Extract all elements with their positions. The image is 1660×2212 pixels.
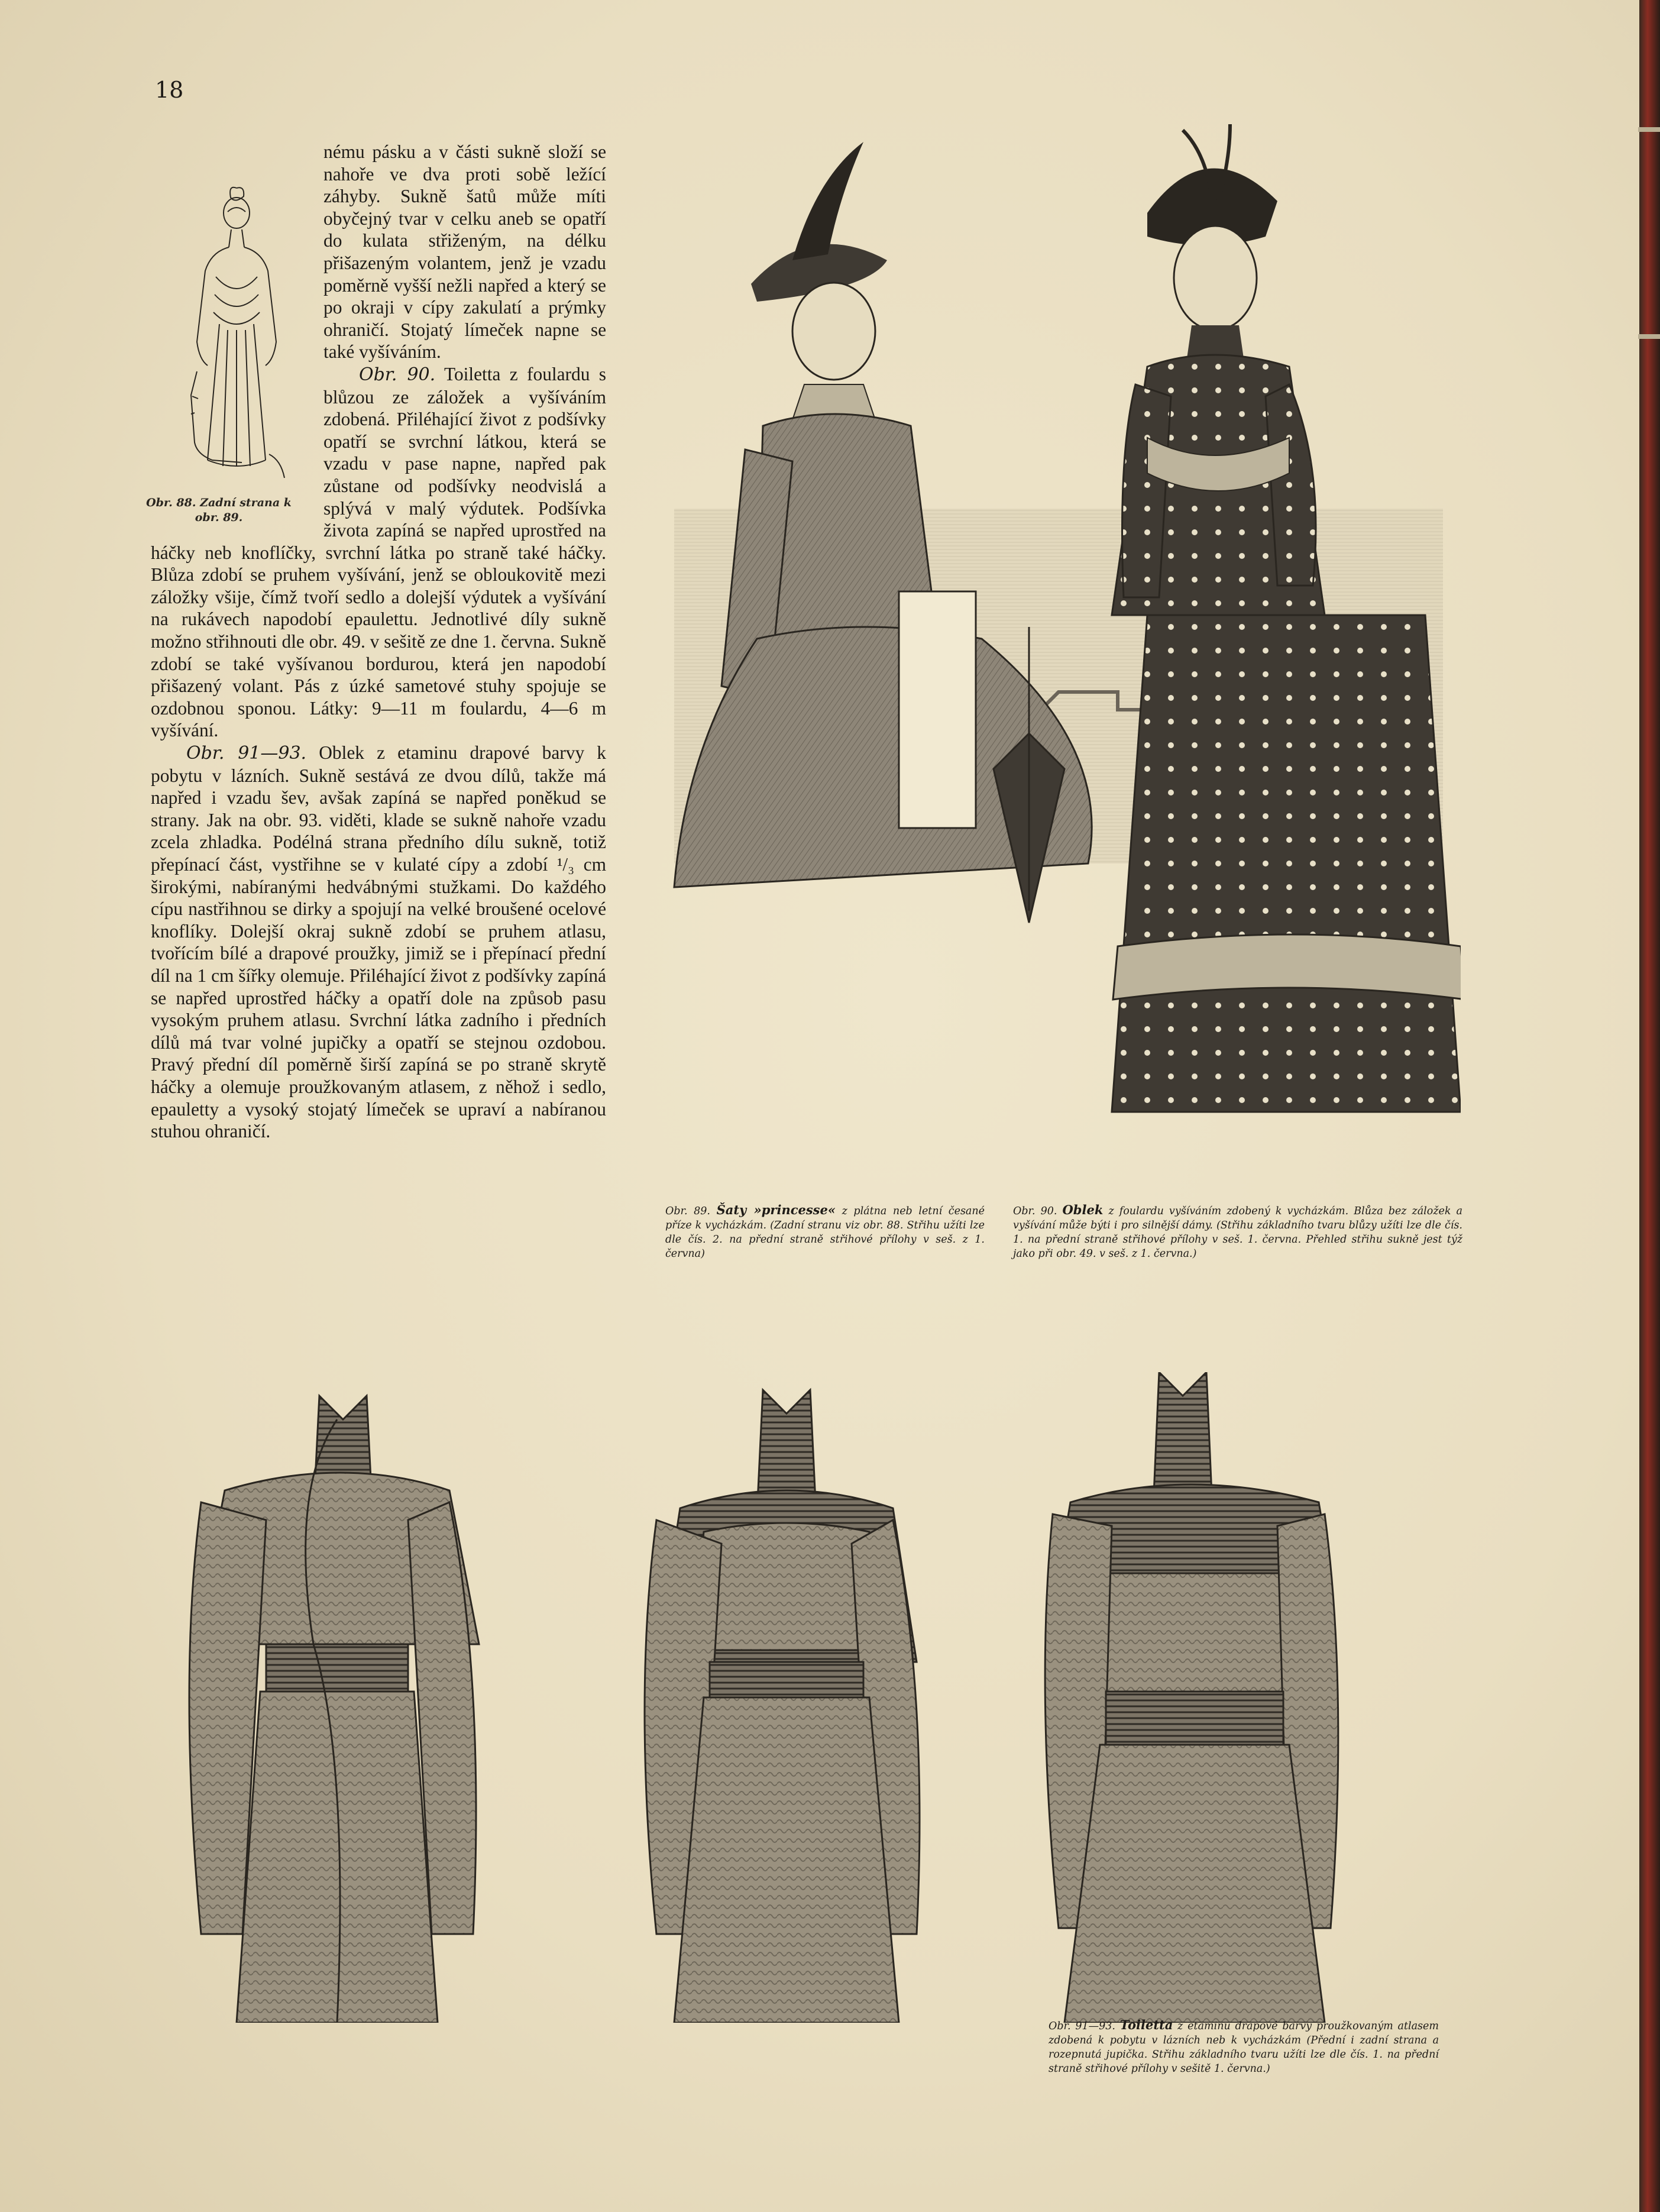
- figure-91-93-caption-body: z etaminu drapové barvy proužkovaným atlasem zdobená k pobytu v lázních neb k vycházkám (Přední i zadní strana a rozepnutá jupička. Střihu základního tvaru užíti lze dle čís. 1. na přední straně střihové přílohy v sešitě 1. června.): [1049, 2020, 1439, 2075]
- bodice-back: [1045, 1372, 1338, 2023]
- figure-88-caption: Obr. 88. Zadní strana k obr. 89.: [146, 496, 292, 524]
- back-view-sketch-illustration: [180, 176, 293, 484]
- figure-89-caption-body: z plátna neb letní česané příze k vycházkám. (Zadní stranu viz obr. 88. Střihu užíti lze dle čís. 2. na přední straně střihové přílohy v seš. z 1. června): [665, 1205, 985, 1260]
- figure-89-caption-lead: Obr. 89.: [665, 1205, 710, 1217]
- figure-90-caption-lead: Obr. 90.: [1013, 1205, 1057, 1217]
- page-number: 18: [155, 77, 184, 103]
- book-binding-edge: [1639, 0, 1660, 2212]
- paragraph-3-lead: Obr. 91—93.: [186, 743, 307, 764]
- figure-90-caption-body: z foulardu vyšíváním zdobený k vycházkám. Blůza bez záložek a vyšívání může býti i pro silnější dámy. (Střihu základního tvaru blůzy užíti lze dle čís. 1. na přední straně střihové přílohy v seš. 1. června. Přehled střihu sukně jest týž jako při obr. 49. v seš. z 1. června.): [1013, 1205, 1462, 1260]
- figure-89-caption: [665, 1203, 985, 1261]
- bodice-front-open: [189, 1396, 479, 2023]
- figure-89-caption-title: Šaty »princesse«: [716, 1202, 836, 1217]
- figure-89-90-illustration: [662, 118, 1461, 1124]
- woman-standing-figure-90: [1112, 124, 1461, 1112]
- figure-91-93-caption: [1049, 2018, 1439, 2076]
- figure-88: [145, 141, 316, 525]
- margin-mark: [1638, 127, 1660, 132]
- paragraph-2-body: Toiletta z foulardu s blůzou ze záložek a vyšíváním zdobená. Přiléhající život z podšívky opatří se svrchní látkou, která se vzadu v pase napne, napřed pak zůstane od podšívky neodvislá a splývá v malý výdutek. Podšívka života zapíná se napřed uprostřed na háčky neb knoflíčky, svrchní látka po straně také háčky. Blůza zdobí se pruhem vyšívání, jenž se obloukovitě mezi záložky všije, čímž tvoří sedlo a dolejší výdutek a vyšívání na rukávech napodobí epaulettu. Jednotlivé díly sukně možno střihnouti dle obr. 49. v sešitě ze dne 1. června. Sukně zdobí se také vyšívanou bordurou, která jen napodobí přišazený volant. Pás z úzké sametové stuhy spojuje se ozdobnou sponou. Látky: 9—11 m foulardu, 4—6 m vyšívání.: [151, 363, 606, 741]
- paragraph-1: nému pásku a v části sukně složí se nahoře ve dva proti sobě ležící záhyby. Sukně šatů může míti obyčejný tvar v celku aneb se opatří do kulata střiženým, na délku přišazeným volantem, jenž je vzadu poměrně vyšší nežli napřed a který se po okraji v cípy zakulatí a prýmky ohraničí. Stojatý límeček napne se také vyšíváním.: [323, 141, 606, 363]
- figure-91-93-illustration: [177, 1372, 1449, 2023]
- figure-91-93-caption-title: Toiletta: [1119, 2017, 1173, 2032]
- paragraph-3: [151, 742, 606, 1143]
- figure-91-93-caption-lead: Obr. 91—93.: [1049, 2020, 1115, 2032]
- figure-90-caption-title: Oblek: [1062, 1202, 1104, 1217]
- article-text-column: [146, 141, 606, 1143]
- paragraph-3-body: Oblek z etaminu drapové barvy k pobytu v lázních. Sukně sestává ze dvou dílů, takže má napřed i vzadu šev, avšak zapíná se napřed poněkud se strany. Jak na obr. 93. viděti, klade se sukně nahoře vzadu zcela zhladka. Podélná strana předního dílu sukně, totiž přepínací část, vystřihne se v kulaté cípy a zdobí ¹/₃ cm širokými, nabíranými hedvábnými stužkami. Do každého cípu nastřihnou se dirky a spojují na velké broušené ocelové knoflíky. Dolejší okraj sukně zdobí se pruhem atlasu, tvořícím bílé a drapové proužky, jimiž se i přepínací přední díl na 1 cm šířky olemuje. Přiléhající život z podšívky zapíná se napřed uprostřed háčky a opatří dole na způsob pasu vysokým pruhem atlasu. Svrchní látka zadního i předních dílů má tvar volné jupičky a opatří se stejnou ozdobou. Pravý přední díl poměrně širší zapíná se po straně skrytě háčky a olemuje proužkovaným atlasem, z něhož i sedlo, epauletty a vysoký stojatý límeček se upraví a nabíranou stuhou ohraničí.: [151, 742, 606, 1142]
- paragraph-2-lead: Obr. 90.: [359, 364, 436, 385]
- margin-mark: [1638, 334, 1660, 339]
- figure-90-caption: [1013, 1203, 1462, 1261]
- bodice-front-closed: [645, 1390, 920, 2023]
